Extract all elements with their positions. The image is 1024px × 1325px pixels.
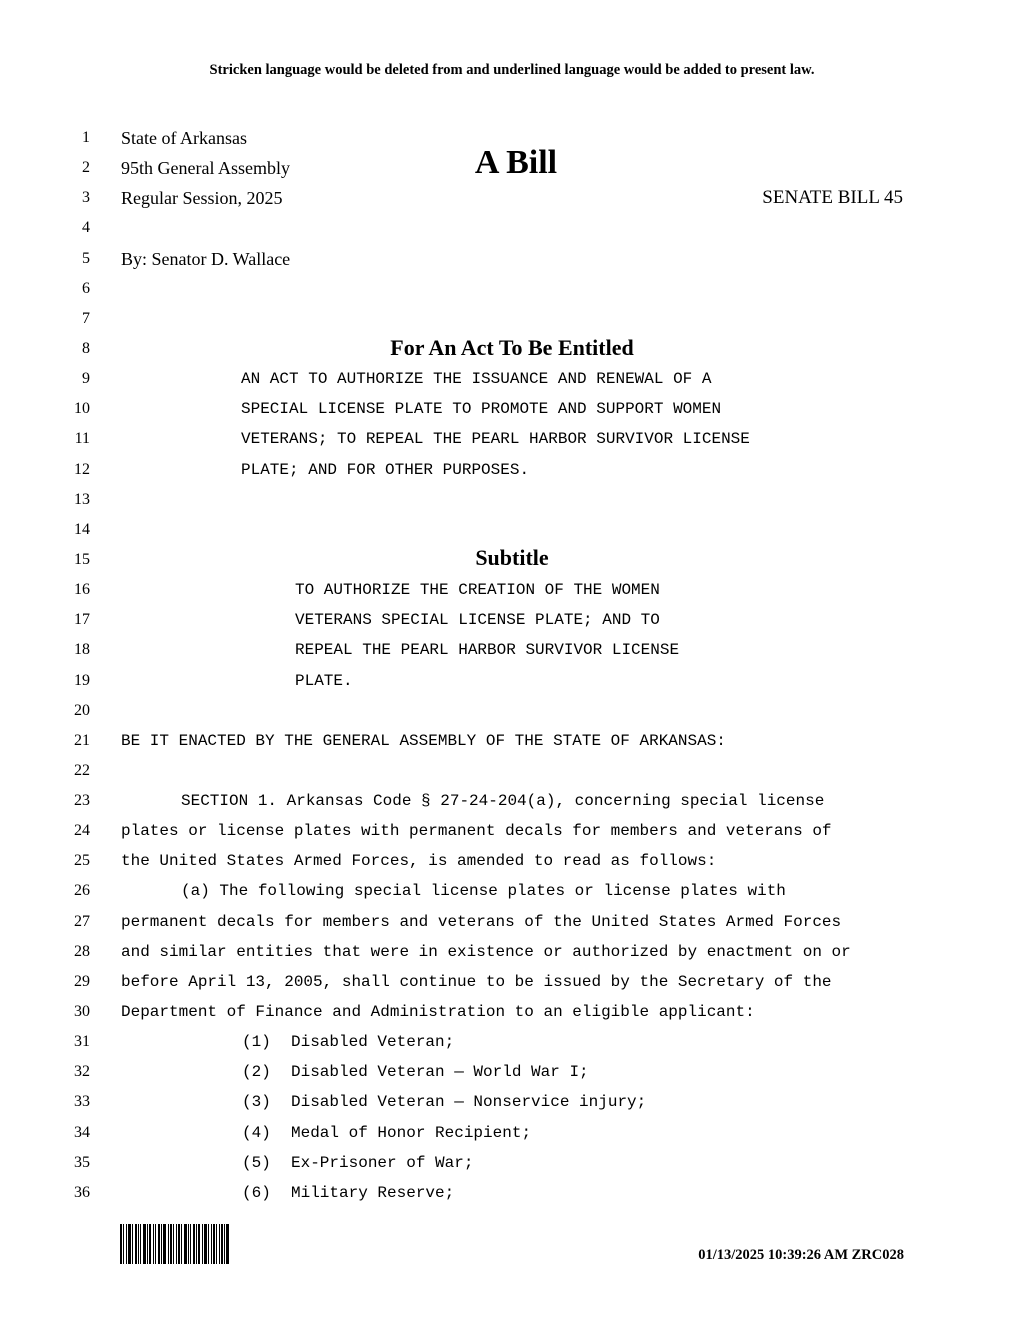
assembly-name: 95th General Assembly <box>121 158 290 178</box>
line-number: 19 <box>74 672 90 689</box>
act-title-line: SPECIAL LICENSE PLATE TO PROMOTE AND SUPPORT WOMEN <box>241 400 722 418</box>
line-number: 7 <box>82 310 90 327</box>
line-number: 10 <box>74 400 90 417</box>
body-line: and similar entities that were in existence or authorized by enactment on or <box>121 943 851 961</box>
body-line: SECTION 1. Arkansas Code § 27-24-204(a), concerning special license <box>181 792 825 810</box>
line-number: 23 <box>74 792 90 809</box>
line-number: 36 <box>74 1184 90 1201</box>
act-heading: For An Act To Be Entitled <box>390 335 634 360</box>
list-item-number: (5) <box>242 1154 271 1172</box>
line-number: 31 <box>74 1033 90 1050</box>
timestamp-stamp: 01/13/2025 10:39:26 AM ZRC028 <box>698 1247 904 1263</box>
list-item-text: Military Reserve; <box>291 1184 455 1202</box>
line-number: 8 <box>82 340 90 357</box>
list-item-number: (4) <box>242 1124 271 1142</box>
line-number: 18 <box>74 641 90 658</box>
line-number: 17 <box>74 611 90 628</box>
line-number: 13 <box>74 491 90 508</box>
body-line: (a) The following special license plates or license plates with <box>181 882 786 900</box>
line-number: 1 <box>82 129 90 146</box>
act-title-line: VETERANS; TO REPEAL THE PEARL HARBOR SURVIVOR LICENSE <box>241 430 750 448</box>
line-number: 35 <box>74 1154 90 1171</box>
line-number: 2 <box>82 159 90 176</box>
line-number: 26 <box>74 882 90 899</box>
barcode-image <box>120 1224 229 1264</box>
state-name: State of Arkansas <box>121 128 247 148</box>
list-item-number: (3) <box>242 1093 271 1111</box>
line-number: 33 <box>74 1093 90 1110</box>
line-number: 25 <box>74 852 90 869</box>
line-number: 4 <box>82 219 90 236</box>
line-number: 27 <box>74 913 90 930</box>
list-item-text: Disabled Veteran — World War I; <box>291 1063 589 1081</box>
body-line: plates or license plates with permanent decals for members and veterans of <box>121 822 832 840</box>
body-line: the United States Armed Forces, is amended to read as follows: <box>121 852 717 870</box>
list-item-number: (2) <box>242 1063 271 1081</box>
act-title-line: AN ACT TO AUTHORIZE THE ISSUANCE AND RENEWAL OF A <box>241 370 712 388</box>
line-number: 20 <box>74 702 90 719</box>
line-number: 32 <box>74 1063 90 1080</box>
line-number: 11 <box>74 430 90 447</box>
list-item-text: Medal of Honor Recipient; <box>291 1124 532 1142</box>
line-number: 34 <box>74 1124 90 1141</box>
document-type-title: A Bill <box>474 144 558 181</box>
bill-number: SENATE BILL 45 <box>762 187 903 208</box>
line-number: 21 <box>74 732 90 749</box>
list-item-text: Ex-Prisoner of War; <box>291 1154 474 1172</box>
line-number: 5 <box>82 250 90 267</box>
list-item-text: Disabled Veteran — Nonservice injury; <box>291 1093 647 1111</box>
line-number: 28 <box>74 943 90 960</box>
line-number: 29 <box>74 973 90 990</box>
subtitle-line: VETERANS SPECIAL LICENSE PLATE; AND TO <box>295 611 660 629</box>
list-item-number: (1) <box>242 1033 271 1051</box>
line-number: 22 <box>74 762 90 779</box>
line-number: 15 <box>74 551 90 568</box>
line-number: 6 <box>82 280 90 297</box>
line-number: 14 <box>74 521 90 538</box>
line-number: 30 <box>74 1003 90 1020</box>
subtitle-line: PLATE. <box>295 672 353 690</box>
session-name: Regular Session, 2025 <box>121 188 283 208</box>
list-item-text: Disabled Veteran; <box>291 1033 455 1051</box>
subtitle-line: TO AUTHORIZE THE CREATION OF THE WOMEN <box>295 581 660 599</box>
body-line: permanent decals for members and veterans of the United States Armed Forces <box>121 913 842 931</box>
line-number: 9 <box>82 370 90 387</box>
subtitle-line: REPEAL THE PEARL HARBOR SURVIVOR LICENSE <box>295 641 680 659</box>
body-line: before April 13, 2005, shall continue to be issued by the Secretary of the <box>121 973 832 991</box>
act-title-line: PLATE; AND FOR OTHER PURPOSES. <box>241 461 530 479</box>
line-number: 3 <box>82 189 90 206</box>
amendment-notice: Stricken language would be deleted from and underlined language would be added to present law. <box>209 62 815 78</box>
line-number: 24 <box>74 822 90 839</box>
body-line: Department of Finance and Administration to an eligible applicant: <box>121 1003 755 1021</box>
list-item-number: (6) <box>242 1184 271 1202</box>
sponsor: By: Senator D. Wallace <box>121 249 291 269</box>
enacting-clause: BE IT ENACTED BY THE GENERAL ASSEMBLY OF THE STATE OF ARKANSAS: <box>121 732 726 750</box>
line-number: 12 <box>74 461 90 478</box>
line-number: 16 <box>74 581 90 598</box>
subtitle-heading: Subtitle <box>475 545 549 570</box>
